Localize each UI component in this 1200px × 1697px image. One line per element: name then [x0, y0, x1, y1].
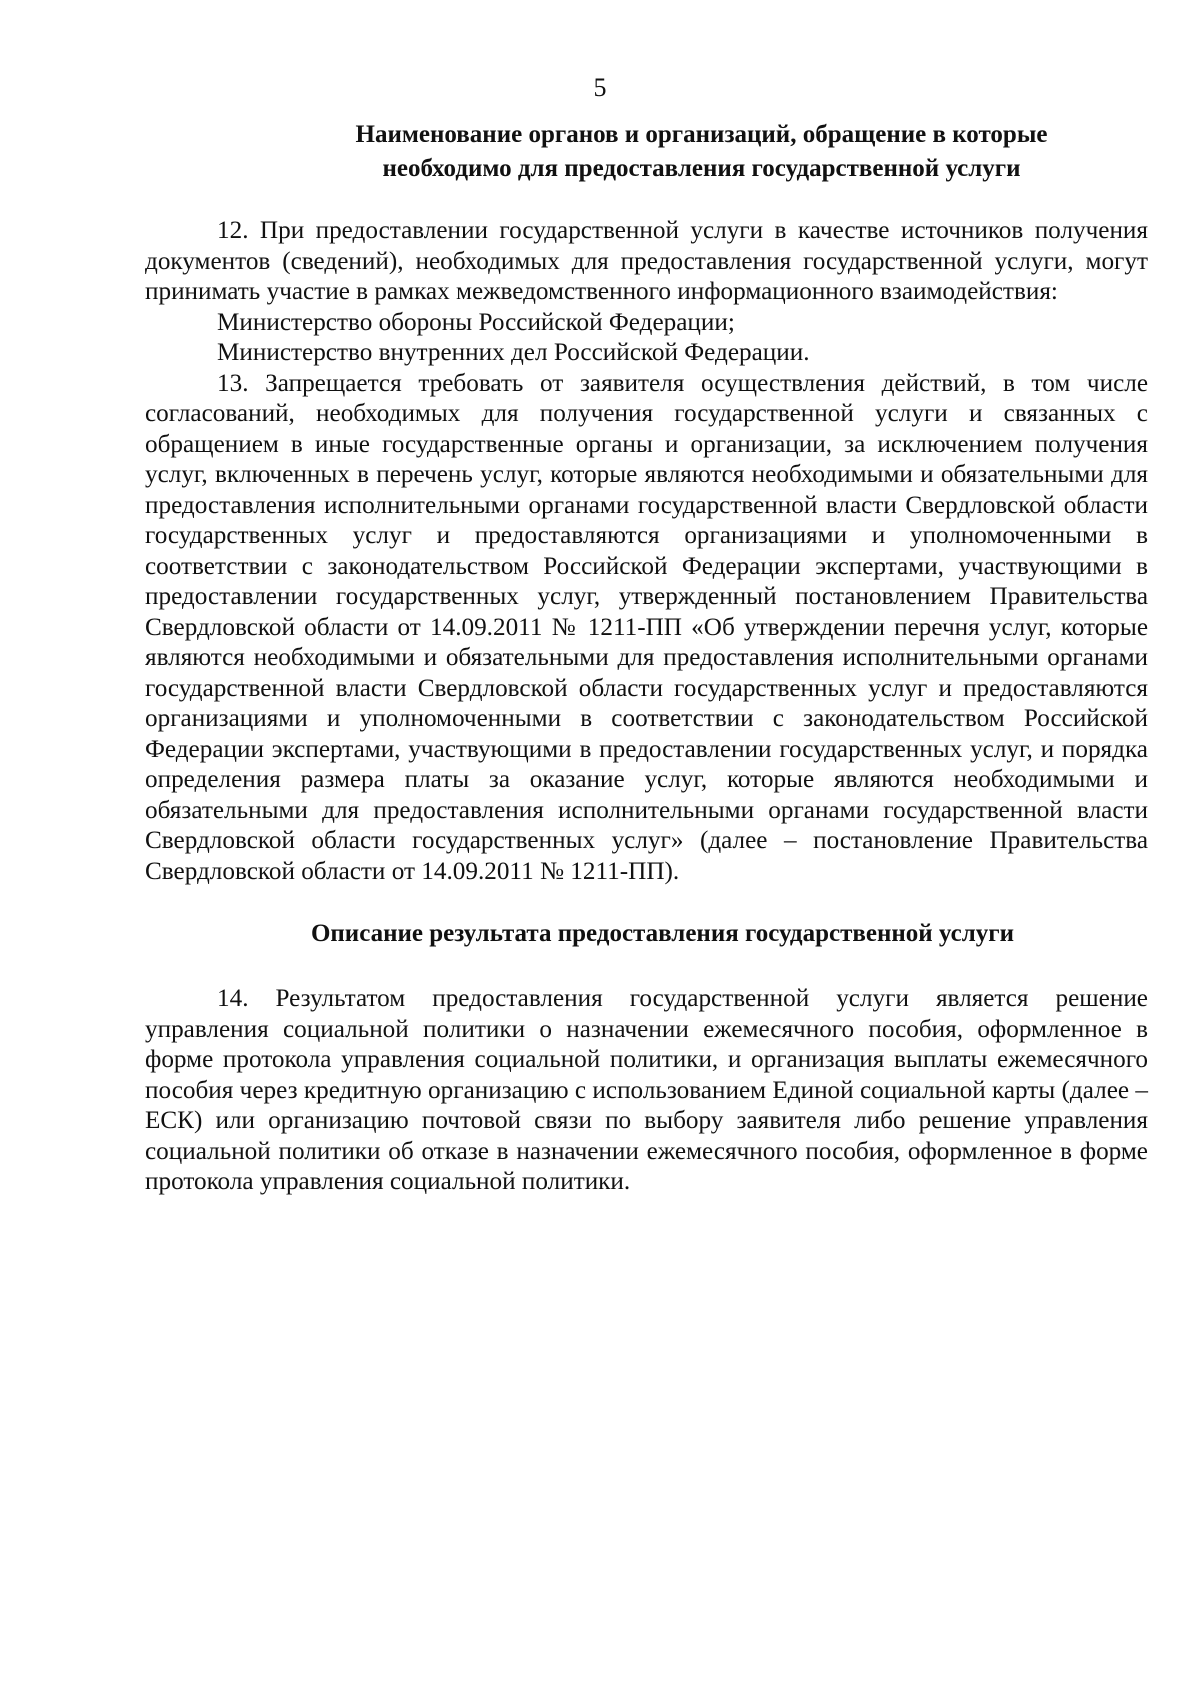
document-body	[145, 118, 1148, 1198]
heading-line-1: Наименование органов и организаций, обращение в которые	[355, 121, 1048, 148]
paragraph-14: 14. Результатом предоставления государственной услуги является решение управления социальной политики о назначении ежемесячного пособия, оформленное в форме протокола управления социальной политики, и организация выплаты ежемесячного пособия через кредитную организацию с использованием Единой социальной карты (далее – ЕСК) или организацию почтовой связи по выбору заявителя либо решение управления социальной политики об отказе в назначении ежемесячного пособия, оформленное в форме протокола управления социальной политики.	[145, 985, 1148, 1195]
section-heading-agencies	[145, 118, 1148, 186]
paragraph-12: 12. При предоставлении государственной услуги в качестве источников получения документов (сведений), необходимых для предоставления государственной услуги, могут принимать участие в рамках межведомственного информационного взаимодействия:	[145, 217, 1148, 305]
heading-line-2: необходимо для предоставления государственной услуги	[382, 155, 1021, 182]
page-number: 5	[593, 73, 607, 102]
paragraph-13: 13. Запрещается требовать от заявителя осуществления действий, в том числе согласований, необходимых для получения государственной услуги и связанных с обращением в иные государственные органы и организации, за исключением получения услуг, включенных в перечень услуг, которые являются необходимыми и обязательными для предоставления исполнительными органами государственной власти Свердловской области государственных услуг и предоставляются организациями и уполномоченными в соответствии с законодательством Российской Федерации экспертами, участвующими в предоставлении государственных услуг, утвержденный постановлением Правительства Свердловской области от 14.09.2011 № 1211-ПП «Об утверждении перечня услуг, которые являются необходимыми и обязательными для предоставления исполнительными органами государственной власти Свердловской области государственных услуг и предоставляются организациями и уполномоченными в соответствии с законодательством Российской Федерации экспертами, участвующими в предоставлении государственных услуг, и порядка определения размера платы за оказание услуг, которые являются необходимыми и обязательными для предоставления исполнительными органами государственной власти Свердловской области государственных услуг» (далее – постановление Правительства Свердловской области от 14.09.2011 № 1211-ПП).	[145, 369, 1148, 885]
list-item-ministry-internal-affairs: Министерство внутренних дел Российской Федерации.	[217, 339, 810, 366]
list-item-ministry-defense: Министерство обороны Российской Федерации;	[217, 308, 735, 336]
section-heading-result: Описание результата предоставления государственной услуги	[310, 920, 1015, 947]
